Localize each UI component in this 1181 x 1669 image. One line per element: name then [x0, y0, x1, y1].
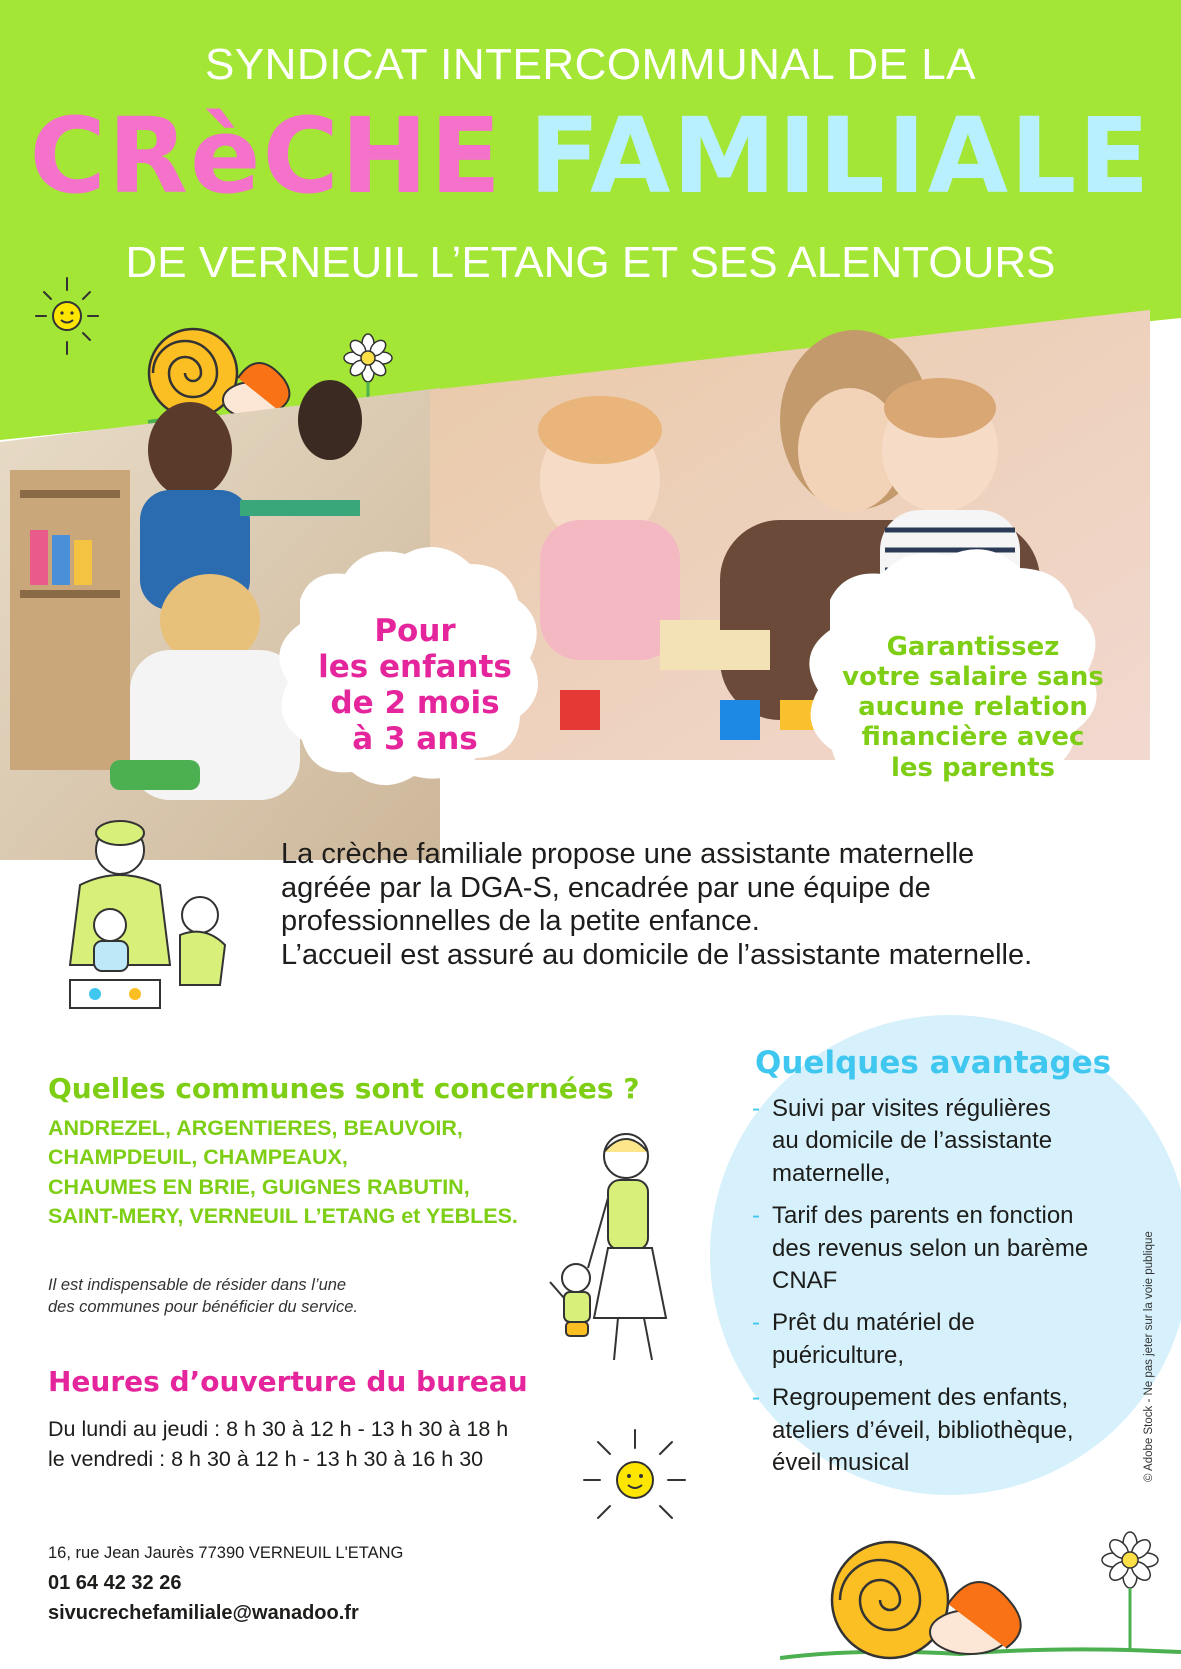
intro-paragraph: [281, 838, 1161, 973]
dash-bullet: -: [752, 1095, 760, 1122]
dash-bullet: -: [752, 1384, 760, 1412]
title-sub: DE VERNEUIL L’ETANG ET SES ALENTOURS: [125, 238, 1056, 287]
advantage-line: Prêt du matériel de: [772, 1309, 975, 1337]
advantage-line: Regroupement des enfants,: [772, 1384, 1069, 1412]
title-word-familiale: FAMILIALE: [528, 95, 1152, 217]
intro-line: agréée par la DGA-S, encadrée par une équipe de: [281, 871, 931, 904]
advantage-item: [752, 1093, 1132, 1190]
bubble-left-line: les enfants: [318, 648, 512, 685]
advantage-line: maternelle,: [772, 1159, 891, 1187]
communes-line: ANDREZEL, ARGENTIERES, BEAUVOIR,: [48, 1116, 463, 1140]
advantage-item: [752, 1382, 1132, 1479]
address: 16, rue Jean Jaurès 77390 VERNEUIL L'ETANG: [48, 1544, 404, 1562]
hours-list: [48, 1414, 608, 1474]
advantage-line: ateliers d’éveil, bibliothèque,: [772, 1416, 1074, 1444]
bubble-left-line: Pour: [374, 613, 456, 649]
hours-line: Du lundi au jeudi : 8 h 30 à 12 h - 13 h 30 à 18 h: [48, 1417, 509, 1441]
communes-line: CHAUMES EN BRIE, GUIGNES RABUTIN,: [48, 1174, 470, 1199]
advantage-line: Tarif des parents en fonction: [772, 1202, 1074, 1230]
advantage-item: [752, 1307, 1132, 1372]
title-main: [0, 95, 1181, 217]
caregiver-illustration: [50, 815, 260, 1015]
hours-title: Heures d’ouverture du bureau: [48, 1365, 528, 1398]
bubble-right-text: [828, 632, 1118, 783]
title-word-creche: CRèCHE: [29, 95, 503, 217]
advantage-line: éveil musical: [772, 1448, 910, 1476]
advantages-title: Quelques avantages: [755, 1045, 1112, 1081]
communes-line: SAINT-MERY, VERNEUIL L’ETANG et YEBLES.: [48, 1204, 518, 1229]
bubble-right-line: votre salaire sans: [842, 662, 1104, 693]
advantage-item: [752, 1200, 1132, 1297]
dash-bullet: -: [752, 1309, 760, 1337]
bubble-right-line: les parents: [890, 752, 1056, 783]
bubble-left-text: [300, 614, 530, 758]
bubble-right-line: aucune relation: [858, 692, 1088, 723]
phone-number[interactable]: 01 64 42 32 26: [48, 1572, 182, 1594]
advantage-line: au domicile de l’assistante: [772, 1127, 1053, 1155]
advantages-list: [752, 1093, 1132, 1489]
email-link[interactable]: sivucrechefamiliale@wanadoo.fr: [48, 1602, 359, 1624]
intro-line: L’accueil est assuré au domicile de l’assistante maternelle.: [281, 938, 1033, 971]
advantage-line: puériculture,: [772, 1341, 905, 1369]
mother-toddler-illustration: [548, 1128, 718, 1368]
bubble-right-line: financière avec: [861, 722, 1085, 753]
intro-line: professionnelles de la petite enfance.: [281, 905, 760, 938]
daisy-icon: [1102, 1532, 1158, 1652]
communes-line: CHAMPDEUIL, CHAMPEAUX,: [48, 1145, 348, 1170]
communes-list: [48, 1114, 608, 1232]
photo-credit: © Adobe Stock - Ne pas jeter sur la voie publique: [1143, 1231, 1155, 1482]
bubble-left-line: de 2 mois: [330, 684, 500, 721]
sun-icon: [570, 1418, 700, 1548]
communes-title: Quelles communes sont concernées ?: [48, 1072, 640, 1105]
snail-icon: [780, 1520, 1181, 1669]
title-top: SYNDICAT INTERCOMMUNAL DE LA: [204, 40, 977, 89]
residence-note: [48, 1274, 468, 1319]
advantage-line: CNAF: [772, 1266, 838, 1294]
note-line: des communes pour bénéficier du service.: [48, 1298, 358, 1317]
bubble-right-line: Garantissez: [886, 632, 1060, 662]
bubble-left-line: à 3 ans: [352, 720, 478, 757]
note-line: Il est indispensable de résider dans l’une: [48, 1276, 347, 1294]
intro-line: La crèche familiale propose une assistante maternelle: [281, 838, 975, 870]
advantage-line: Suivi par visites régulières: [772, 1095, 1051, 1122]
advantage-line: des revenus selon un barème: [772, 1234, 1089, 1262]
hours-line: le vendredi : 8 h 30 à 12 h - 13 h 30 à 16 h 30: [48, 1447, 484, 1472]
dash-bullet: -: [752, 1202, 760, 1230]
